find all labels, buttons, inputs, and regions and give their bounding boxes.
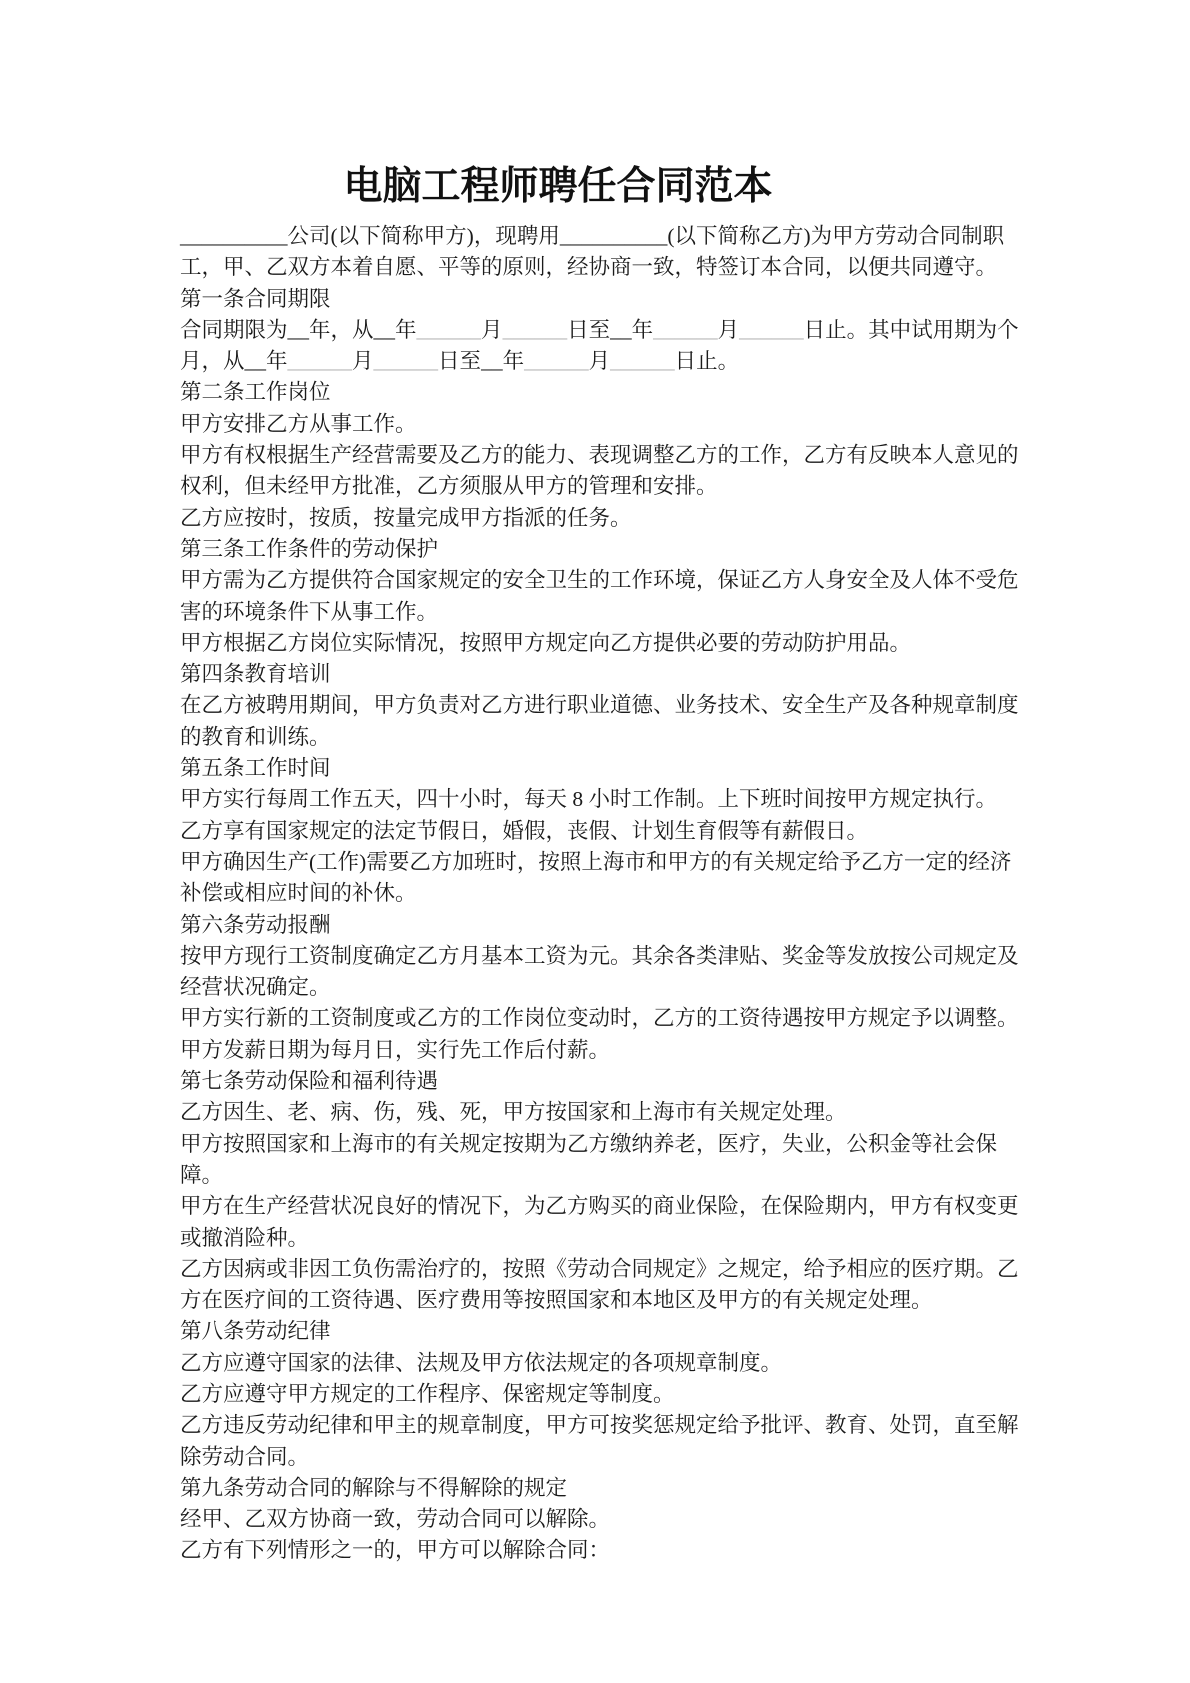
text-run: 月 bbox=[352, 349, 374, 374]
text-run: 第一条合同期限 bbox=[180, 286, 331, 311]
text-run: 甲方在生产经营状况良好的情况下，为乙方购买的商业保险，在保险期内，甲方有权变更或撤消险种。 bbox=[180, 1194, 1019, 1250]
fill-in-blank: __________ bbox=[559, 224, 668, 248]
clause-9-item-2 bbox=[180, 1535, 1021, 1566]
text-run: 月 bbox=[717, 317, 740, 342]
clause-4-heading bbox=[180, 659, 1021, 690]
text-run: 第五条工作时间 bbox=[180, 756, 331, 781]
clause-8-item-2 bbox=[180, 1379, 1021, 1410]
intro-paragraph bbox=[180, 221, 1021, 284]
clause-6-item-2 bbox=[180, 1003, 1021, 1034]
fill-in-blank: ______ bbox=[653, 317, 718, 342]
fill-in-blank: ______ bbox=[524, 349, 589, 374]
fill-in-blank: ______ bbox=[287, 349, 353, 374]
clause-5-item-3 bbox=[180, 847, 1021, 910]
clause-5-heading bbox=[180, 753, 1021, 784]
fill-in-blank: ______ bbox=[502, 317, 568, 342]
clause-7-item-3 bbox=[180, 1191, 1021, 1254]
clause-7-item-2 bbox=[180, 1129, 1021, 1192]
fill-in-blank: ______ bbox=[416, 317, 482, 342]
text-run: 乙方有下列情形之一的，甲方可以解除合同： bbox=[180, 1538, 611, 1563]
text-run: 在乙方被聘用期间，甲方负责对乙方进行职业道德、业务技术、安全生产及各种规章制度的教育和训练。 bbox=[180, 693, 1019, 749]
clause-8-item-3 bbox=[180, 1410, 1021, 1473]
text-run: 合同期限为 bbox=[180, 317, 288, 342]
text-run: 第六条劳动报酬 bbox=[180, 912, 331, 937]
clause-8-item-1 bbox=[180, 1348, 1021, 1379]
text-run: 甲方按照国家和上海市的有关规定按期为乙方缴纳养老，医疗，失业，公积金等社会保障。 bbox=[180, 1131, 998, 1187]
clause-5-item-1 bbox=[180, 784, 1021, 815]
fill-in-blank: __ bbox=[610, 317, 632, 342]
clause-2-item-1 bbox=[180, 409, 1021, 440]
clause-6-item-3 bbox=[180, 1035, 1021, 1066]
text-run: (以下简称乙方)为甲方劳动合同制职工，甲、乙双方本着自愿、平等的原则，经协商一致，特签订本合同，以便共同遵守。 bbox=[180, 224, 1005, 280]
text-run: 甲方需为乙方提供符合国家规定的安全卫生的工作环境，保证乙方人身安全及人体不受危害的环境条件下从事工作。 bbox=[180, 568, 1019, 624]
text-run: 甲方实行每周工作五天，四十小时，每天 8 小时工作制。上下班时间按甲方规定执行。 bbox=[180, 787, 998, 812]
fill-in-blank: ______ bbox=[739, 317, 804, 342]
text-run: 日止。 bbox=[674, 349, 740, 374]
text-run: 年 bbox=[395, 317, 417, 342]
text-run: 第八条劳动纪律 bbox=[180, 1319, 331, 1344]
text-run: 年，从 bbox=[309, 317, 374, 342]
text-run: 甲方有权根据生产经营需要及乙方的能力、表现调整乙方的工作，乙方有反映本人意见的权利，但未经甲方批准，乙方须服从甲方的管理和安排。 bbox=[180, 443, 1019, 499]
text-run: 第四条教育培训 bbox=[180, 662, 331, 687]
fill-in-blank: __________ bbox=[180, 224, 288, 248]
clause-5-item-2 bbox=[180, 816, 1021, 847]
contract-document bbox=[180, 166, 1021, 1567]
text-run: 乙方因生、老、病、伤，残、死，甲方按国家和上海市有关规定处理。 bbox=[180, 1100, 847, 1125]
text-run: 第三条工作条件的劳动保护 bbox=[180, 536, 439, 561]
clause-3-heading bbox=[180, 534, 1021, 565]
document-body bbox=[180, 221, 1021, 1567]
fill-in-blank: __ bbox=[373, 317, 396, 342]
text-run: 甲方发薪日期为每月日，实行先工作后付薪。 bbox=[180, 1037, 611, 1062]
fill-in-blank: __ bbox=[481, 349, 503, 374]
clause-6-item-1 bbox=[180, 941, 1021, 1004]
text-run: 日至 bbox=[438, 349, 482, 374]
text-run: 甲方确因生产(工作)需要乙方加班时，按照上海市和甲方的有关规定给予乙方一定的经济补偿或相应时间的补休。 bbox=[180, 849, 1012, 906]
clause-9-item-1 bbox=[180, 1504, 1021, 1535]
clause-2-item-3 bbox=[180, 503, 1021, 534]
text-run: 甲方安排乙方从事工作。 bbox=[180, 411, 417, 436]
clause-7-heading bbox=[180, 1066, 1021, 1097]
text-run: 公司(以下简称甲方)，现聘用 bbox=[287, 224, 560, 248]
text-run: 第九条劳动合同的解除与不得解除的规定 bbox=[180, 1475, 568, 1500]
clause-6-heading bbox=[180, 910, 1021, 941]
clause-3-item-2 bbox=[180, 628, 1021, 659]
fill-in-blank: ______ bbox=[373, 349, 439, 374]
clause-3-item-1 bbox=[180, 565, 1021, 628]
text-run: 月 bbox=[588, 349, 611, 374]
document-title: 电脑工程师聘任合同范本 bbox=[343, 165, 773, 208]
text-run: 第二条工作岗位 bbox=[180, 380, 331, 405]
text-run: 乙方享有国家规定的法定节假日，婚假，丧假、计划生育假等有薪假日。 bbox=[180, 818, 869, 843]
clause-7-item-1 bbox=[180, 1097, 1021, 1128]
fill-in-blank: ______ bbox=[610, 349, 675, 374]
text-run: 日止。其中试用期为个月，从 bbox=[180, 317, 1019, 374]
text-run: 年 bbox=[631, 317, 654, 342]
text-run: 乙方因病或非因工负伤需治疗的，按照《劳动合同规定》之规定，给予相应的医疗期。乙方在医疗间的工资待遇、医疗费用等按照国家和本地区及甲方的有关规定处理。 bbox=[180, 1256, 1019, 1313]
text-run: 甲方根据乙方岗位实际情况，按照甲方规定向乙方提供必要的劳动防护用品。 bbox=[180, 630, 912, 655]
text-run: 甲方实行新的工资制度或乙方的工作岗位变动时，乙方的工资待遇按甲方规定予以调整。 bbox=[180, 1006, 1019, 1031]
clause-2-heading bbox=[180, 377, 1021, 408]
clause-9-heading bbox=[180, 1473, 1021, 1504]
text-run: 第七条劳动保险和福利待遇 bbox=[180, 1069, 439, 1094]
clause-2-item-2 bbox=[180, 440, 1021, 503]
clause-8-heading bbox=[180, 1316, 1021, 1347]
text-run: 经甲、乙双方协商一致，劳动合同可以解除。 bbox=[180, 1507, 611, 1532]
clause-1-term bbox=[180, 315, 1021, 378]
text-run: 日至 bbox=[567, 317, 611, 342]
text-run: 月 bbox=[481, 317, 503, 342]
text-run: 乙方应按时，按质，按量完成甲方指派的任务。 bbox=[180, 505, 632, 530]
text-run: 年 bbox=[502, 349, 525, 374]
text-run: 年 bbox=[266, 349, 288, 374]
text-run: 乙方违反劳动纪律和甲主的规章制度，甲方可按奖惩规定给予批评、教育、处罚，直至解除劳动合同。 bbox=[180, 1413, 1019, 1469]
fill-in-blank: __ bbox=[244, 349, 267, 374]
clause-4-item-1 bbox=[180, 690, 1021, 753]
clause-7-item-4 bbox=[180, 1254, 1021, 1317]
text-run: 按甲方现行工资制度确定乙方月基本工资为元。其余各类津贴、奖金等发放按公司规定及经营状况确定。 bbox=[180, 943, 1019, 1000]
clause-1-heading bbox=[180, 284, 1021, 315]
text-run: 乙方应遵守甲方规定的工作程序、保密规定等制度。 bbox=[180, 1381, 675, 1406]
fill-in-blank: __ bbox=[287, 317, 310, 342]
text-run: 乙方应遵守国家的法律、法规及甲方依法规定的各项规章制度。 bbox=[180, 1350, 783, 1375]
